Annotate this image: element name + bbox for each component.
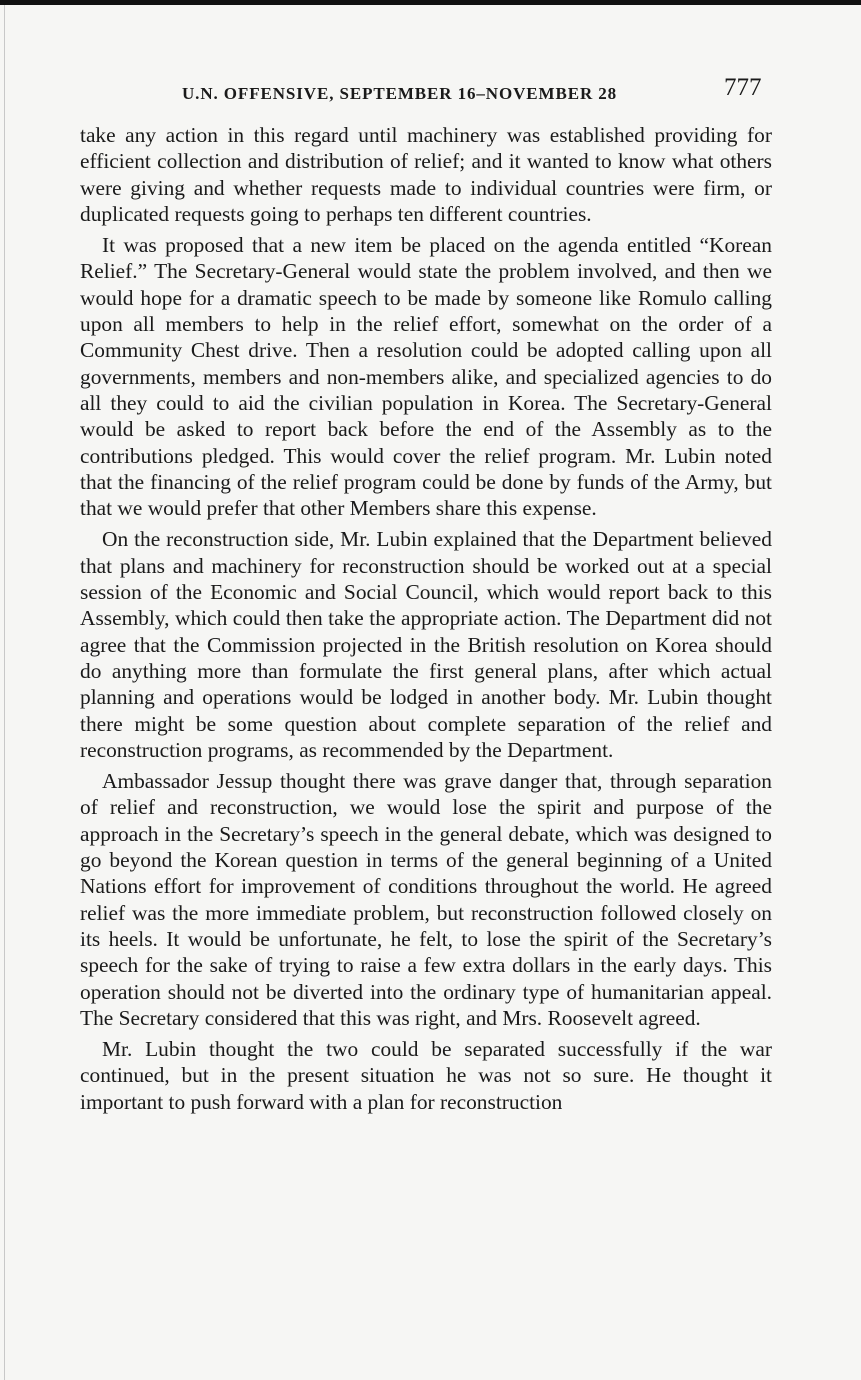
top-border-rule: [0, 0, 861, 5]
paragraph-korean-relief: It was proposed that a new item be placed on the agenda entitled “Korean Relief.” The Secretary-General would state the problem involved, and then we would hope for a dramatic speech to be made by someone like Romulo calling upon all members to help in the relief effort, somewhat on the order of a Community Chest drive. Then a resolution could be adopted calling upon all governments, members and non-members alike, and specialized agencies to do all they could to aid the civilian population in Korea. The Secretary-General would be asked to report back before the end of the Assembly as to the contributions pledged. This would cover the relief program. Mr. Lubin noted that the financing of the relief program could be done by funds of the Army, but that we would prefer that other Members share this expense.: [80, 233, 772, 521]
page-number: 777: [724, 74, 762, 101]
paragraph-reconstruction: On the reconstruction side, Mr. Lubin explained that the Department believed that plans and machinery for reconstruction should be worked out at a special session of the Economic and Social Council, which would report back to this Assembly, which could then take the appropriate action. The Department did not agree that the Commission projected in the British resolution on Korea should do anything more than formulate the first general plans, after which actual planning and operations would be lodged in another body. Mr. Lubin thought there might be some question about complete separation of the relief and reconstruction programs, as recommended by the Department.: [80, 527, 772, 762]
paragraph-jessup: Ambassador Jessup thought there was grave danger that, through separation of relief and reconstruction, we would lose the spirit and purpose of the approach in the Secretary’s speech in the general debate, which was designed to go beyond the Korean question in terms of the general beginning of a United Nations effort for improvement of conditions throughout the world. He agreed relief was the more immediate problem, but reconstruction followed closely on its heels. It would be unfortunate, he felt, to lose the spirit of the Secretary’s speech for the sake of trying to raise a few extra dollars in the early days. This operation should not be diverted into the ordinary type of humanitarian appeal. The Secretary considered that this was right, and Mrs. Roosevelt agreed.: [80, 769, 772, 1030]
body-text: [80, 122, 772, 1120]
paragraph-continuation: take any action in this regard until machinery was established providing for efficient collection and distribution of relief; and it wanted to know what others were giving and whether requests made to individual countries were firm, or duplicated requests going to perhaps ten different countries.: [80, 123, 772, 226]
page-left-edge: [4, 5, 5, 1380]
running-head: U.N. OFFENSIVE, SEPTEMBER 16–NOVEMBER 28: [182, 84, 618, 103]
paragraph-lubin: Mr. Lubin thought the two could be separated successfully if the war continued, but in the present situation he was not so sure. He thought it important to push forward with a plan for reconstruction: [80, 1037, 772, 1114]
